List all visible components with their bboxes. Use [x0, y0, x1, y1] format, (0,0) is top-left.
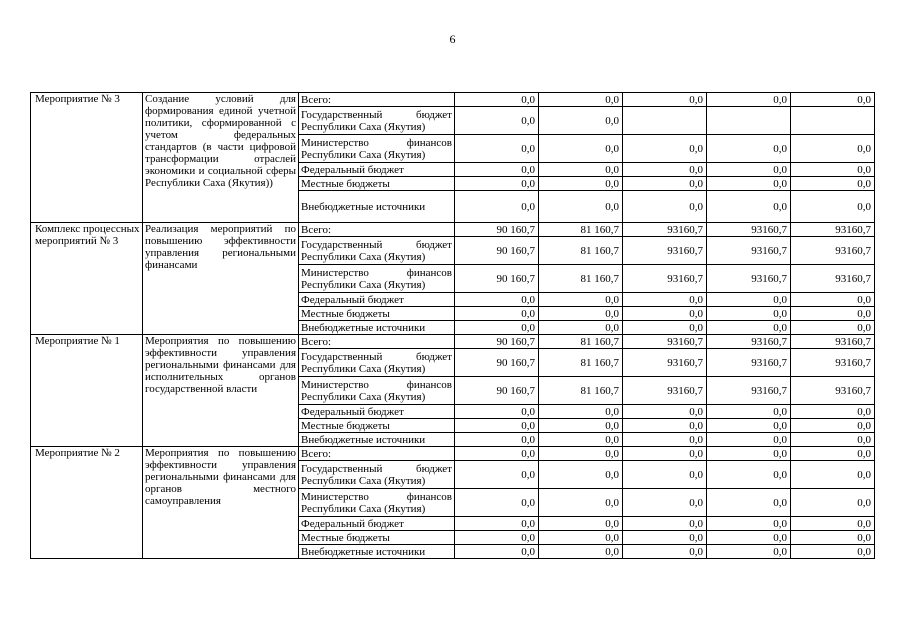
funding-value: 0,0	[623, 93, 707, 107]
funding-value: 0,0	[539, 135, 623, 163]
funding-value: 0,0	[707, 177, 791, 191]
funding-value: 0,0	[791, 433, 875, 447]
funding-value: 0,0	[539, 419, 623, 433]
funding-source: Местные бюджеты	[299, 419, 455, 433]
funding-source: Всего:	[299, 335, 455, 349]
funding-value: 0,0	[791, 489, 875, 517]
event-description: Мероприятия по повышению эффективности управления региональными финансами для органов местного самоуправления	[143, 447, 299, 559]
funding-value: 0,0	[455, 447, 539, 461]
funding-value: 81 160,7	[539, 377, 623, 405]
funding-value: 93160,7	[623, 265, 707, 293]
funding-value: 0,0	[707, 307, 791, 321]
funding-value: 0,0	[707, 433, 791, 447]
funding-value: 0,0	[455, 293, 539, 307]
funding-value: 0,0	[707, 163, 791, 177]
funding-value: 0,0	[455, 531, 539, 545]
funding-value: 0,0	[455, 163, 539, 177]
funding-source: Федеральный бюджет	[299, 163, 455, 177]
funding-value: 0,0	[539, 93, 623, 107]
funding-value: 0,0	[623, 461, 707, 489]
funding-source: Всего:	[299, 223, 455, 237]
funding-value: 0,0	[539, 405, 623, 419]
funding-value: 0,0	[707, 93, 791, 107]
funding-value: 81 160,7	[539, 237, 623, 265]
funding-value: 0,0	[539, 293, 623, 307]
funding-value: 93160,7	[623, 223, 707, 237]
funding-value: 0,0	[455, 307, 539, 321]
funding-value: 0,0	[707, 517, 791, 531]
funding-source: Местные бюджеты	[299, 177, 455, 191]
funding-source: Государственный бюджет Республики Саха (Якутия)	[299, 237, 455, 265]
funding-value: 0,0	[539, 321, 623, 335]
funding-value	[791, 107, 875, 135]
funding-value: 93160,7	[791, 265, 875, 293]
event-description: Создание условий для формирования единой учетной политики, сформированной с учетом федеральных стандартов (в части цифровой трансформации отраслей экономики и социальной сферы Республики Саха (Якутия))	[143, 93, 299, 223]
table-row	[31, 335, 875, 349]
funding-source: Федеральный бюджет	[299, 293, 455, 307]
funding-source: Министерство финансов Республики Саха (Якутия)	[299, 265, 455, 293]
funding-value: 0,0	[455, 405, 539, 419]
funding-source: Внебюджетные источники	[299, 191, 455, 223]
funding-source: Государственный бюджет Республики Саха (Якутия)	[299, 461, 455, 489]
funding-value: 93160,7	[623, 377, 707, 405]
funding-source: Местные бюджеты	[299, 307, 455, 321]
funding-value: 0,0	[539, 461, 623, 489]
funding-value: 0,0	[539, 163, 623, 177]
funding-value: 0,0	[455, 321, 539, 335]
funding-value: 90 160,7	[455, 237, 539, 265]
funding-source: Внебюджетные источники	[299, 433, 455, 447]
funding-value: 0,0	[623, 517, 707, 531]
funding-value: 0,0	[455, 489, 539, 517]
funding-value: 93160,7	[623, 237, 707, 265]
funding-table	[30, 92, 875, 559]
table-row	[31, 223, 875, 237]
funding-source: Внебюджетные источники	[299, 545, 455, 559]
funding-value: 0,0	[455, 135, 539, 163]
event-description: Реализация мероприятий по повышению эффективности управления региональными финансами	[143, 223, 299, 335]
funding-value: 0,0	[791, 191, 875, 223]
funding-value: 0,0	[623, 419, 707, 433]
funding-value	[707, 107, 791, 135]
funding-value: 93160,7	[623, 335, 707, 349]
table-row	[31, 447, 875, 461]
funding-value: 0,0	[707, 531, 791, 545]
event-name: Комплекс процессных мероприятий № 3	[31, 223, 143, 335]
funding-value: 0,0	[455, 517, 539, 531]
funding-value: 81 160,7	[539, 335, 623, 349]
funding-value: 0,0	[455, 93, 539, 107]
funding-value: 0,0	[539, 191, 623, 223]
event-name: Мероприятие № 1	[31, 335, 143, 447]
funding-source: Местные бюджеты	[299, 531, 455, 545]
funding-value: 0,0	[539, 433, 623, 447]
event-name: Мероприятие № 2	[31, 447, 143, 559]
funding-value: 0,0	[791, 321, 875, 335]
funding-value: 0,0	[455, 177, 539, 191]
funding-source: Всего:	[299, 447, 455, 461]
funding-value: 0,0	[539, 107, 623, 135]
funding-value: 0,0	[707, 419, 791, 433]
funding-value: 0,0	[707, 447, 791, 461]
funding-value: 0,0	[623, 293, 707, 307]
funding-value: 93160,7	[791, 335, 875, 349]
funding-value: 0,0	[707, 191, 791, 223]
funding-value: 0,0	[707, 461, 791, 489]
funding-value: 0,0	[791, 405, 875, 419]
funding-value: 0,0	[539, 489, 623, 517]
funding-value: 0,0	[791, 461, 875, 489]
funding-value: 0,0	[707, 405, 791, 419]
funding-value: 0,0	[791, 177, 875, 191]
funding-value: 0,0	[455, 545, 539, 559]
funding-source: Министерство финансов Республики Саха (Якутия)	[299, 489, 455, 517]
funding-value: 93160,7	[707, 223, 791, 237]
funding-value: 93160,7	[791, 237, 875, 265]
funding-value: 90 160,7	[455, 377, 539, 405]
funding-value: 81 160,7	[539, 265, 623, 293]
funding-value: 0,0	[707, 293, 791, 307]
funding-value: 0,0	[623, 191, 707, 223]
funding-value: 0,0	[791, 419, 875, 433]
funding-value: 0,0	[791, 293, 875, 307]
funding-value: 90 160,7	[455, 349, 539, 377]
funding-value: 0,0	[707, 545, 791, 559]
funding-value: 0,0	[791, 531, 875, 545]
funding-value: 0,0	[623, 307, 707, 321]
funding-value: 0,0	[539, 307, 623, 321]
funding-value: 0,0	[539, 531, 623, 545]
funding-value: 93160,7	[791, 349, 875, 377]
funding-value: 0,0	[623, 163, 707, 177]
funding-source: Федеральный бюджет	[299, 517, 455, 531]
funding-value	[623, 107, 707, 135]
funding-value: 93160,7	[707, 335, 791, 349]
funding-value: 93160,7	[791, 223, 875, 237]
funding-value: 0,0	[539, 177, 623, 191]
funding-value: 0,0	[623, 489, 707, 517]
funding-value: 0,0	[539, 517, 623, 531]
funding-source: Внебюджетные источники	[299, 321, 455, 335]
funding-value: 0,0	[707, 135, 791, 163]
funding-value: 93160,7	[707, 237, 791, 265]
funding-value: 93160,7	[623, 349, 707, 377]
funding-value: 0,0	[707, 321, 791, 335]
funding-source: Всего:	[299, 93, 455, 107]
funding-value: 0,0	[791, 545, 875, 559]
funding-value: 81 160,7	[539, 349, 623, 377]
funding-source: Министерство финансов Республики Саха (Якутия)	[299, 135, 455, 163]
funding-value: 0,0	[791, 135, 875, 163]
funding-value: 0,0	[707, 489, 791, 517]
funding-source: Министерство финансов Республики Саха (Якутия)	[299, 377, 455, 405]
funding-source: Государственный бюджет Республики Саха (Якутия)	[299, 107, 455, 135]
funding-table-body	[31, 93, 875, 559]
funding-value: 0,0	[791, 517, 875, 531]
funding-value: 0,0	[455, 107, 539, 135]
funding-value: 0,0	[455, 419, 539, 433]
funding-value: 0,0	[623, 531, 707, 545]
funding-value: 0,0	[623, 433, 707, 447]
funding-value: 93160,7	[791, 377, 875, 405]
funding-value: 90 160,7	[455, 335, 539, 349]
funding-value: 0,0	[455, 191, 539, 223]
funding-value: 93160,7	[707, 349, 791, 377]
funding-value: 93160,7	[707, 265, 791, 293]
funding-value: 93160,7	[707, 377, 791, 405]
funding-value: 0,0	[623, 447, 707, 461]
event-name: Мероприятие № 3	[31, 93, 143, 223]
funding-value: 0,0	[455, 461, 539, 489]
funding-value: 0,0	[791, 163, 875, 177]
funding-value: 90 160,7	[455, 265, 539, 293]
funding-value: 0,0	[623, 545, 707, 559]
funding-source: Государственный бюджет Республики Саха (Якутия)	[299, 349, 455, 377]
funding-value: 0,0	[791, 447, 875, 461]
funding-value: 81 160,7	[539, 223, 623, 237]
funding-source: Федеральный бюджет	[299, 405, 455, 419]
funding-value: 0,0	[455, 433, 539, 447]
funding-value: 90 160,7	[455, 223, 539, 237]
funding-value: 0,0	[623, 321, 707, 335]
funding-value: 0,0	[623, 135, 707, 163]
funding-value: 0,0	[791, 93, 875, 107]
funding-value: 0,0	[791, 307, 875, 321]
event-description: Мероприятия по повышению эффективности управления региональными финансами для исполнительных органов государственной власти	[143, 335, 299, 447]
table-row	[31, 93, 875, 107]
funding-value: 0,0	[623, 405, 707, 419]
funding-value: 0,0	[539, 447, 623, 461]
funding-value: 0,0	[539, 545, 623, 559]
funding-value: 0,0	[623, 177, 707, 191]
page-number: 6	[449, 32, 456, 46]
